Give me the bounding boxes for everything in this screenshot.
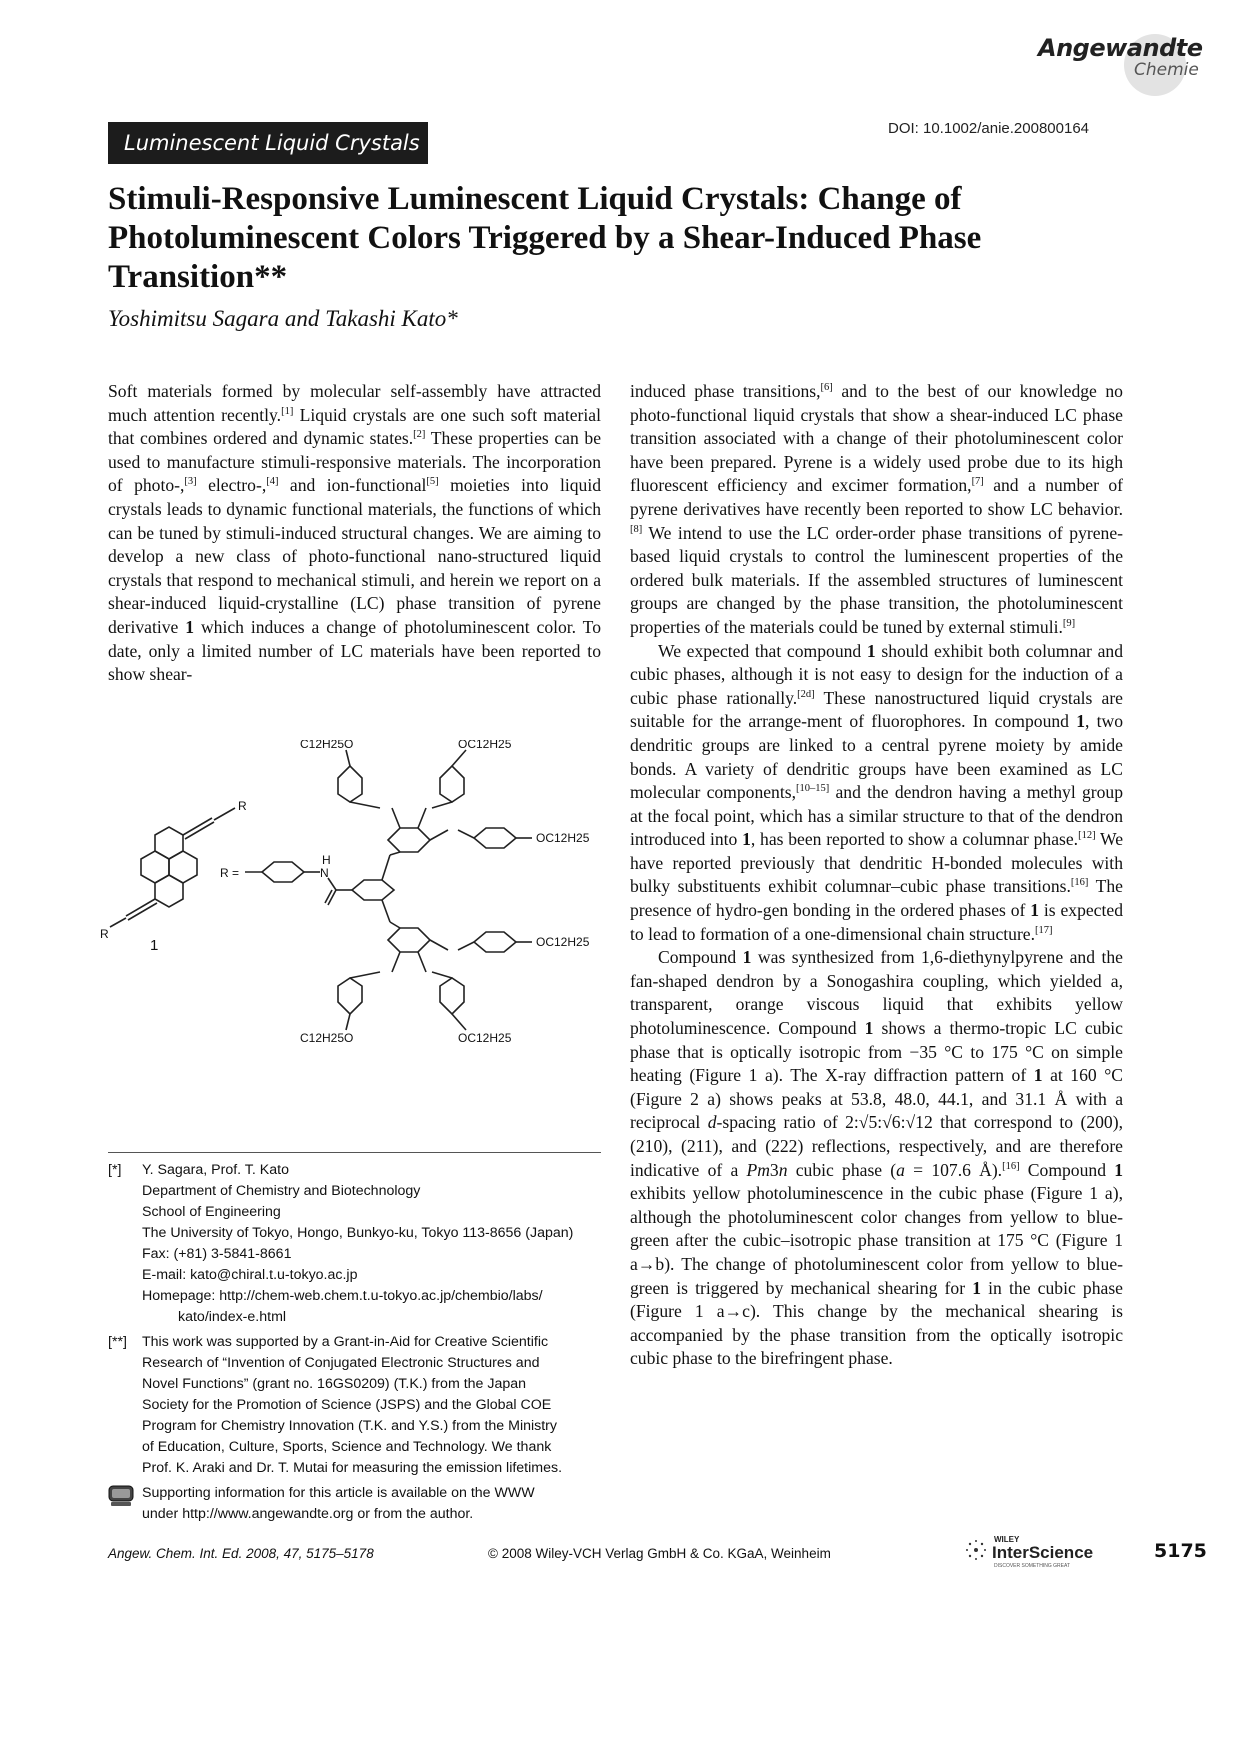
section-tag: Luminescent Liquid Crystals	[108, 122, 428, 164]
alkoxy-label-5: C12H25O	[300, 1031, 354, 1045]
r-label-top: R	[238, 799, 247, 813]
page-number: 5175	[1154, 1540, 1207, 1562]
fn2-line: This work was supported by a Grant-in-Aid for Creative Scientific	[142, 1334, 549, 1350]
fn2-line: Research of “Invention of Conjugated Electronic Structures and	[142, 1355, 540, 1371]
body-column-left	[108, 380, 601, 687]
paragraph-3: Compound 1 was synthesized from 1,6-diethynylpyrene and the fan-shaped dendron by a Sonogashira coupling, which yielded a, transparent, orange viscous liquid that exhibits yellow photoluminescence. Compound 1 shows a thermo-tropic LC cubic phase that is optically isotropic from −35 °C to 175 °C on simple heating (Figure 1 a). The X-ray diffraction pattern of 1 at 160 °C (Figure 2 a) shows peaks at 53.8, 48.0, 44.1, and 31.1 Å with a reciprocal d-spacing ratio of 2:√5:√6:√12 that correspond to (200), (210), (211), and (222) reflections, respectively, and are therefore indicative of a Pm3n cubic phase (a = 107.6 Å).[16] Compound 1 exhibits yellow photoluminescence in the cubic phase (Figure 1 a), although the photoluminescent color changes from yellow to blue-green after the cubic–isotropic phase transition at 175 °C (Figure 1 a→b). The change of photoluminescent color from yellow to blue-green is triggered by mechanical shearing for 1 in the cubic phase (Figure 1 a→c). This change by the mechanical shearing is accompanied by the phase transition from the optically isotropic cubic phase to the birefringent phase.	[630, 947, 1123, 1369]
body-column-right	[630, 380, 1123, 1371]
wiley-logo-svg	[962, 1530, 1142, 1570]
computer-icon	[108, 1485, 134, 1507]
fn1-line: The University of Tokyo, Hongo, Bunkyo-ku, Tokyo 113-8656 (Japan)	[142, 1225, 574, 1241]
footnote-rule	[108, 1152, 601, 1153]
footnotes	[108, 1160, 608, 1525]
doi: DOI: 10.1002/anie.200800164	[888, 120, 1089, 137]
fn2-line: Novel Functions” (grant no. 16GS0209) (T.K.) from the Japan	[142, 1376, 527, 1392]
article-title: Stimuli-Responsive Luminescent Liquid Crystals: Change of Photoluminescent Colors Triggered by a Shear-Induced Phase Transition**	[108, 181, 982, 295]
alkoxy-label-3: OC12H25	[536, 831, 590, 845]
compound-number: 1	[150, 937, 159, 954]
fn1-line: School of Engineering	[142, 1204, 281, 1220]
wiley-tagline: DISCOVER SOMETHING GREAT	[994, 1563, 1071, 1569]
r-equals-label: R =	[220, 866, 240, 880]
starburst-icon	[966, 1540, 986, 1560]
alkoxy-label-4: OC12H25	[536, 935, 590, 949]
article-authors: Yoshimitsu Sagara and Takashi Kato*	[108, 306, 458, 331]
fn1-line: kato/index-e.html	[178, 1309, 287, 1325]
footnote-mark-ack: [**]	[108, 1334, 127, 1350]
wiley-small-text: WILEY	[994, 1535, 1020, 1544]
journal-logo-word: Angewandte	[1038, 34, 1203, 62]
wiley-interscience-logo	[962, 1530, 1142, 1575]
footnote-author	[108, 1160, 608, 1328]
copyright: © 2008 Wiley-VCH Verlag GmbH & Co. KGaA, Weinheim	[488, 1546, 831, 1561]
fn1-line: Fax: (+81) 3-5841-8661	[142, 1246, 292, 1262]
supporting-information-note	[108, 1483, 608, 1525]
fn2-line: Prof. K. Araki and Dr. T. Mutai for measuring the emission lifetimes.	[142, 1460, 563, 1476]
paragraph-1-cont: induced phase transitions,[6] and to the best of our knowledge no photo-functional liquid crystals that show a shear-induced LC phase transition associated with a change of their photoluminescent color have been prepared. Pyrene is a widely used probe due to its high fluorescent efficiency and excimer formation,[7] and a number of pyrene derivatives have recently been reported to show LC behavior.[8] We intend to use the LC order-order phase transitions of pyrene-based liquid crystals to control the luminescent properties of the ordered bulk materials. If the assembled structures of luminescent groups are changed by the phase transition, the photoluminescent properties of the materials could be tuned by external stimuli.[9]	[630, 381, 1123, 637]
footnote-mark-author: [*]	[108, 1162, 122, 1178]
fn1-line: Y. Sagara, Prof. T. Kato	[142, 1162, 289, 1178]
fn1-line: Department of Chemistry and Biotechnology	[142, 1183, 421, 1199]
si-line: Supporting information for this article is available on the WWW	[142, 1485, 535, 1501]
fn2-line: of Education, Culture, Sports, Science and Technology. We thank	[142, 1439, 552, 1455]
fn2-line: Program for Chemistry Innovation (T.K. and Y.S.) from the Ministry	[142, 1418, 558, 1434]
paragraph-2: We expected that compound 1 should exhibit both columnar and cubic phases, although it is not easy to design for the induction of a cubic phase rationally.[2d] These nanostructured liquid crystals are suitable for the arrange-ment of fluorophores. In compound 1, two dendritic groups are linked to a central pyrene moiety by amide bonds. A variety of dendritic groups have been examined as LC molecular components,[10–15] and the dendron having a methyl group at the focal point, which has a similar structure to that of the dendron introduced into 1, has been reported to show a columnar phase.[12] We have reported previously that dendritic H-bonded molecules with bulky substituents exhibit columnar–cubic phase transitions.[16] The presence of hydro-gen bonding in the ordered phases of 1 is expected to lead to formation of a one-dimensional chain structure.[17]	[630, 640, 1124, 944]
paragraph-1: Soft materials formed by molecular self-assembly have attracted much attention recently.[1] Liquid crystals are one such soft material that combines ordered and dynamic states.[2] These properties can be used to manufacture stimuli-responsive materials. The incorporation of photo-,[3] electro-,[4] and ion-functional[5] moieties into liquid crystals leads to dynamic functional materials, the functions of which can be tuned by stimuli-induced structural changes. We are aiming to develop a new class of photo-functional nano-structured liquid crystals that respond to mechanical stimuli, and herein we report on a shear-induced liquid-crystalline (LC) phase transition of pyrene derivative 1 which induces a change of photoluminescent color. To date, only a limited number of LC materials have been reported to show shear-	[108, 381, 602, 685]
alkoxy-label-6: OC12H25	[458, 1031, 512, 1045]
chemical-structure-figure	[100, 740, 620, 1090]
fn1-line: E-mail: kato@chiral.t.u-tokyo.ac.jp	[142, 1267, 358, 1283]
r-label-bottom: R	[100, 927, 109, 941]
journal-logo-sub: Chemie	[1134, 60, 1199, 80]
alkoxy-label-1: C12H25O	[300, 740, 354, 751]
fn2-line: Society for the Promotion of Science (JSPS) and the Global COE	[142, 1397, 552, 1413]
amide-h-label: H	[322, 853, 331, 867]
chemical-structure-svg	[100, 740, 620, 1090]
journal-citation: Angew. Chem. Int. Ed. 2008, 47, 5175–5178	[108, 1546, 374, 1561]
alkoxy-label-2: OC12H25	[458, 740, 512, 751]
fn1-line: Homepage: http://chem-web.chem.t.u-tokyo.ac.jp/chembio/labs/	[142, 1288, 543, 1304]
interscience-text: InterScience	[992, 1543, 1094, 1562]
si-line: under http://www.angewandte.org or from the author.	[142, 1506, 474, 1522]
footnote-acknowledgment	[108, 1332, 608, 1479]
amide-n-label: N	[320, 866, 329, 880]
